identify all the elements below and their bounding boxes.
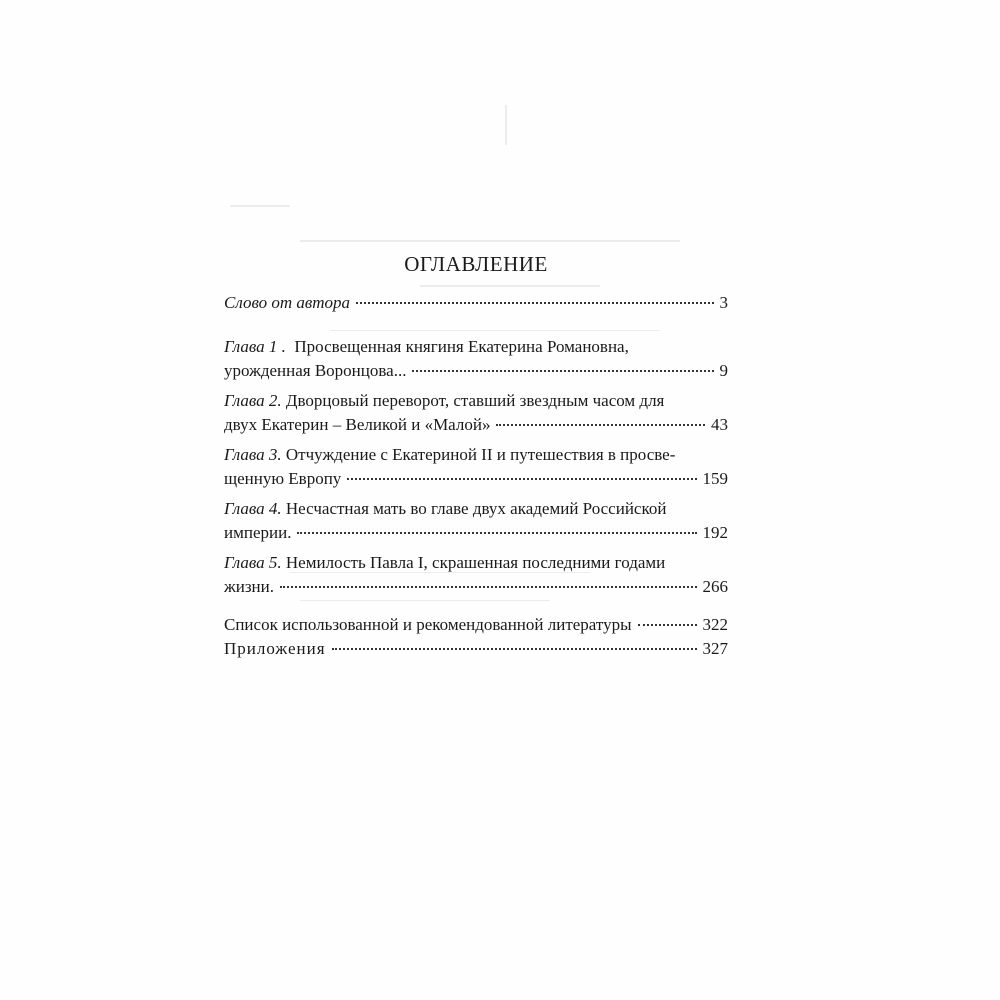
toc-title: ОГЛАВЛЕНИЕ	[404, 252, 548, 276]
dot-leader	[412, 369, 713, 372]
dot-leader	[347, 477, 696, 480]
bleed-through-mark	[230, 205, 290, 207]
toc-line	[224, 359, 728, 383]
toc-entry-chapter-3	[224, 443, 728, 491]
chapter-title-line-1: Несчастная мать во главе двух академий Российской	[285, 499, 667, 518]
dot-leader	[356, 301, 713, 304]
bleed-through-mark	[505, 105, 507, 145]
dot-leader	[280, 585, 696, 588]
page-number: 3	[719, 293, 728, 312]
page-number: 327	[702, 639, 728, 658]
toc-entry-label: Глава 2.	[224, 391, 282, 410]
page-number: 266	[702, 577, 728, 596]
toc-line	[224, 291, 728, 315]
toc-entry-chapter-1	[224, 335, 728, 383]
toc-line	[224, 389, 728, 413]
toc-line	[224, 497, 728, 521]
toc-entry-label: Глава 3.	[224, 445, 282, 464]
toc-line	[224, 613, 728, 637]
page-number: 9	[719, 361, 728, 380]
toc-entry-label: Слово от автора	[224, 293, 351, 312]
toc-entry-label: Глава 1 .	[224, 337, 286, 356]
toc-line	[224, 521, 728, 545]
toc-entry-text: Список использованной и рекомендованной литературы	[224, 615, 632, 634]
toc-entry-chapter-5	[224, 551, 728, 599]
table-of-contents	[224, 252, 728, 661]
chapter-title-line-1: Дворцовый переворот, ставший звездным часом для	[285, 391, 665, 410]
page-number: 43	[711, 415, 728, 434]
toc-entry-chapter-2	[224, 389, 728, 437]
toc-entry-bibliography	[224, 613, 728, 637]
toc-line	[224, 443, 728, 467]
chapter-title-line-1: Отчуждение с Екатериной II и путешествия в просве-	[285, 445, 676, 464]
bleed-through-mark	[300, 240, 680, 242]
dot-leader	[638, 623, 697, 626]
toc-line	[224, 413, 728, 437]
toc-entry-foreword	[224, 291, 728, 315]
chapter-title-line-2: империи.	[224, 523, 292, 542]
toc-entry-chapter-4	[224, 497, 728, 545]
toc-line	[224, 335, 728, 359]
chapter-title-line-2: двух Екатерин – Великой и «Малой»	[224, 415, 491, 434]
toc-entry-appendices	[224, 637, 728, 661]
dot-leader	[496, 423, 705, 426]
chapter-title-line-2: урожденная Воронцова...	[224, 361, 407, 380]
page-number: 159	[702, 469, 728, 488]
dot-leader	[332, 647, 697, 650]
chapter-title-line-2: жизни.	[224, 577, 275, 596]
toc-entry-text: Приложения	[224, 639, 326, 658]
chapter-title-line-2: щенную Европу	[224, 469, 342, 488]
chapter-title-line-1: Просвещенная княгиня Екатерина Романовна,	[294, 337, 629, 356]
toc-entry-label: Глава 5.	[224, 553, 282, 572]
dot-leader	[297, 531, 696, 534]
page-number: 192	[702, 523, 728, 542]
chapter-title-line-1: Немилость Павла I, скрашенная последними годами	[285, 553, 666, 572]
toc-line	[224, 551, 728, 575]
toc-line	[224, 637, 728, 661]
page-number: 322	[702, 615, 728, 634]
toc-line	[224, 575, 728, 599]
toc-entry-label: Глава 4.	[224, 499, 282, 518]
toc-line	[224, 467, 728, 491]
